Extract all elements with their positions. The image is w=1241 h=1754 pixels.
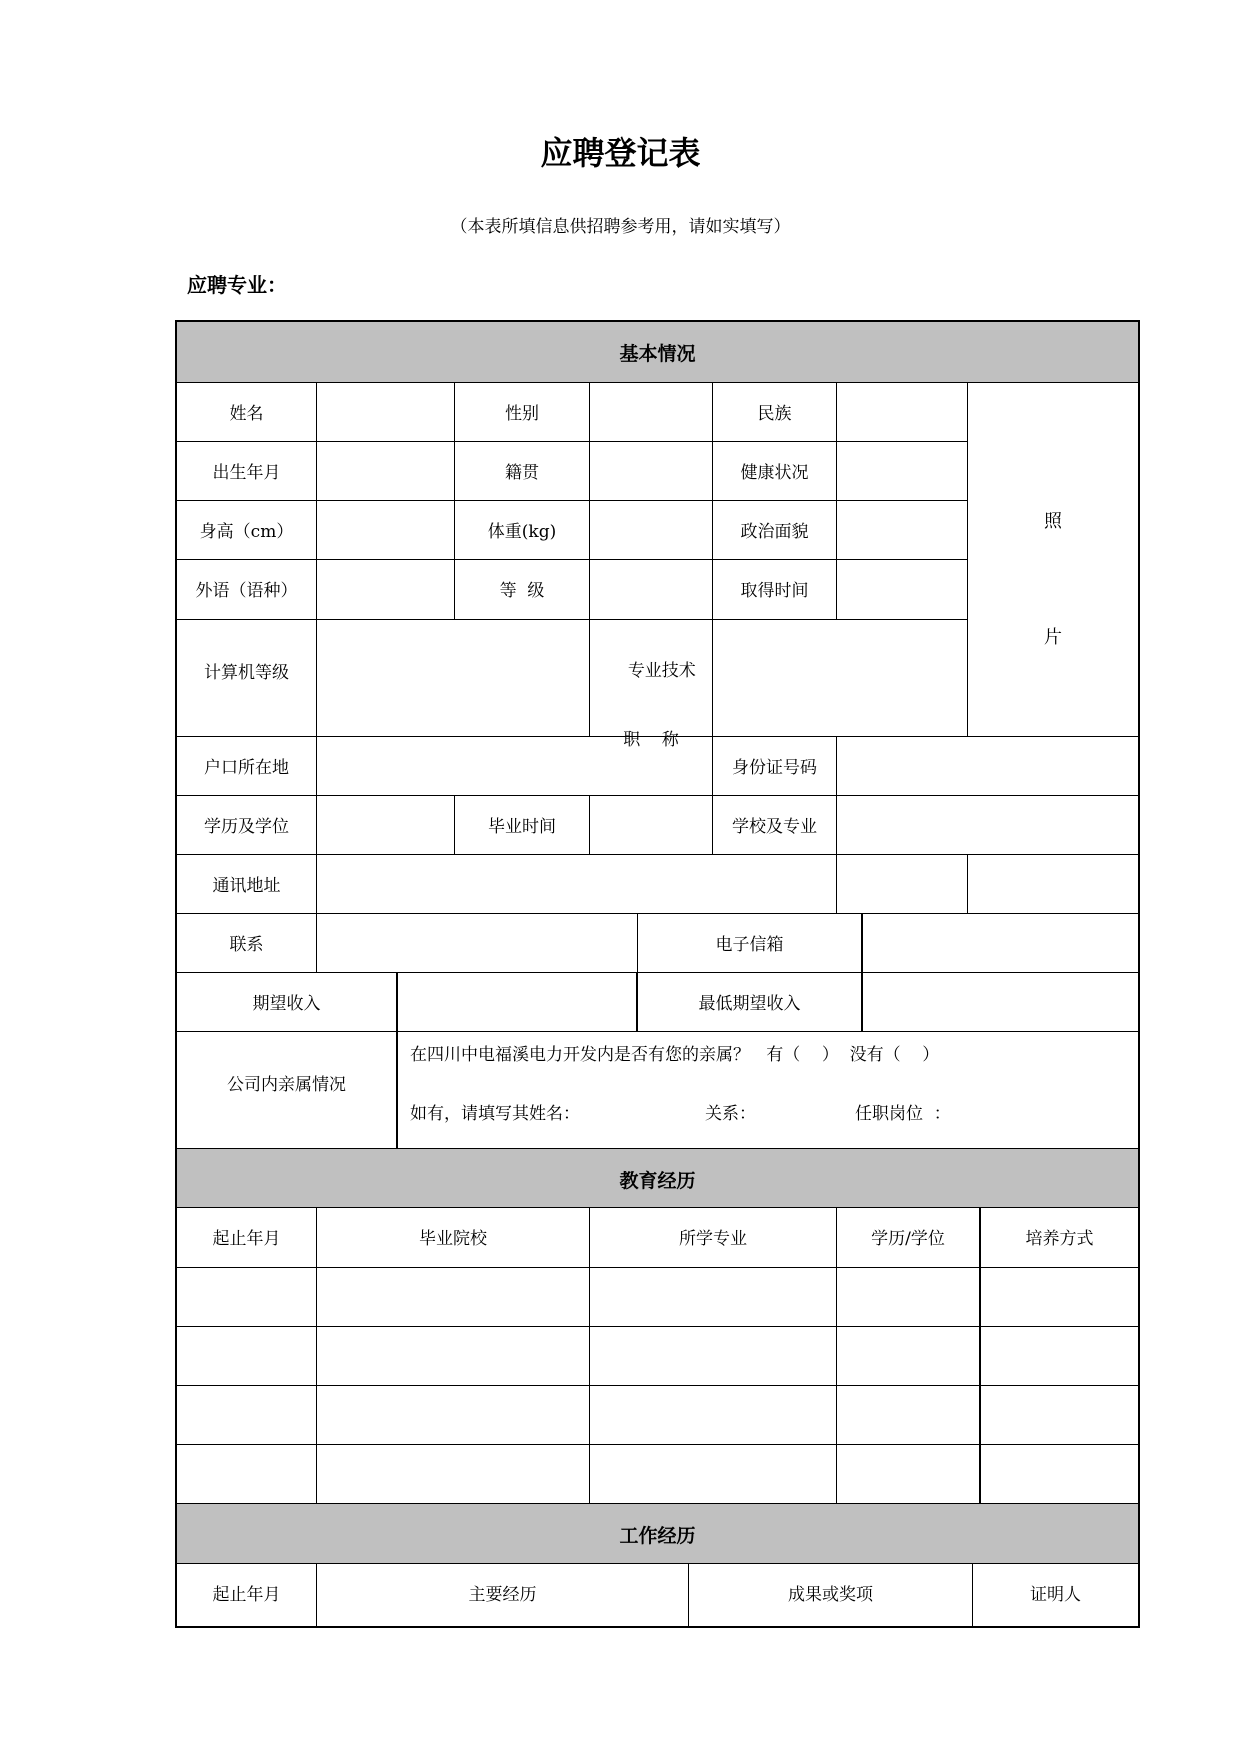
label-native-place: 籍贯 [455, 442, 590, 501]
photo-label-1: 照 [1044, 511, 1062, 532]
label-name: 姓名 [177, 383, 317, 442]
label-contact: 联系 [177, 914, 317, 973]
label-tech-title-line1: 专业技术 [627, 661, 696, 681]
label-weight: 体重(kg) [455, 501, 590, 560]
edu-row-4-school[interactable] [317, 1445, 590, 1504]
edu-row-3-period[interactable] [177, 1386, 317, 1445]
work-col-period: 起止年月 [177, 1564, 317, 1626]
label-ethnicity: 民族 [713, 383, 837, 442]
edu-col-mode: 培养方式 [981, 1208, 1138, 1268]
edu-row-4-mode[interactable] [981, 1445, 1138, 1504]
relatives-fill-name: 如有，请填写其姓名： [410, 1104, 580, 1124]
label-school-major: 学校及专业 [713, 796, 837, 855]
edu-row-2-period[interactable] [177, 1327, 317, 1386]
photo-box[interactable] [968, 383, 1138, 737]
edu-row-1-major[interactable] [590, 1268, 837, 1327]
relatives-question: 在四川中电福溪电力开发内是否有您的亲属？ 有（ ） 没有（ ） [410, 1045, 940, 1065]
field-email[interactable] [863, 914, 1138, 973]
relatives-relation: 关系： [705, 1104, 756, 1124]
field-obtained-time[interactable] [837, 560, 968, 620]
edu-col-period: 起止年月 [177, 1208, 317, 1268]
field-height[interactable] [317, 501, 455, 560]
label-language: 外语（语种） [177, 560, 317, 620]
field-level[interactable] [590, 560, 713, 620]
label-hukou: 户口所在地 [177, 737, 317, 796]
edu-col-school: 毕业院校 [317, 1208, 590, 1268]
field-native-place[interactable] [590, 442, 713, 501]
label-level: 等 级 [455, 560, 590, 620]
label-address: 通讯地址 [177, 855, 317, 914]
label-gender: 性别 [455, 383, 590, 442]
form-title: 应聘登记表 [540, 134, 701, 172]
label-computer-level: 计算机等级 [177, 620, 317, 737]
field-language[interactable] [317, 560, 455, 620]
edu-row-1-degree[interactable] [837, 1268, 981, 1327]
edu-row-2-degree[interactable] [837, 1327, 981, 1386]
edu-row-3-school[interactable] [317, 1386, 590, 1445]
edu-col-degree: 学历/学位 [837, 1208, 981, 1268]
field-name[interactable] [317, 383, 455, 442]
edu-row-4-degree[interactable] [837, 1445, 981, 1504]
field-birth[interactable] [317, 442, 455, 501]
edu-col-major: 所学专业 [590, 1208, 837, 1268]
label-political: 政治面貌 [713, 501, 837, 560]
section-basic-header: 基本情况 [177, 322, 1138, 383]
form-subtitle: （本表所填信息供招聘参考用，请如实填写） [450, 217, 791, 237]
field-computer-level[interactable] [317, 620, 590, 737]
field-address-extra-2[interactable] [968, 855, 1138, 914]
field-expected-income[interactable] [398, 973, 638, 1032]
edu-row-1-period[interactable] [177, 1268, 317, 1327]
work-col-experience: 主要经历 [317, 1564, 689, 1626]
edu-row-2-major[interactable] [590, 1327, 837, 1386]
work-col-referee: 证明人 [1030, 1585, 1081, 1605]
label-tech-title [590, 620, 713, 750]
field-address[interactable] [317, 855, 837, 914]
label-email: 电子信箱 [638, 914, 863, 973]
label-obtained-time: 取得时间 [713, 560, 837, 620]
field-gender[interactable] [590, 383, 713, 442]
field-id-number[interactable] [837, 737, 1138, 796]
field-tech-title[interactable] [713, 620, 968, 737]
field-contact[interactable] [317, 914, 638, 973]
field-relatives[interactable] [398, 1032, 1138, 1149]
label-grad-time: 毕业时间 [455, 796, 590, 855]
edu-row-4-major[interactable] [590, 1445, 837, 1504]
edu-row-3-degree[interactable] [837, 1386, 981, 1445]
field-health[interactable] [837, 442, 968, 501]
photo-label-2: 片 [1044, 627, 1062, 648]
section-work-header: 工作经历 [177, 1504, 1138, 1564]
relatives-post: 任职岗位 ： [855, 1104, 951, 1124]
label-id-number: 身份证号码 [713, 737, 837, 796]
field-degree[interactable] [317, 796, 455, 855]
applied-major-label: 应聘专业： [187, 273, 287, 297]
label-min-income: 最低期望收入 [638, 973, 863, 1032]
work-col-achievements: 成果或奖项 [689, 1564, 973, 1626]
edu-row-2-school[interactable] [317, 1327, 590, 1386]
label-degree: 学历及学位 [177, 796, 317, 855]
field-grad-time[interactable] [590, 796, 713, 855]
field-ethnicity[interactable] [837, 383, 968, 442]
label-expected-income: 期望收入 [177, 973, 398, 1032]
label-tech-title-line2: 职 称 [623, 730, 679, 750]
edu-row-2-mode[interactable] [981, 1327, 1138, 1386]
field-school-major[interactable] [837, 796, 1138, 855]
section-education-header: 教育经历 [177, 1149, 1138, 1208]
field-min-income[interactable] [863, 973, 1138, 1032]
label-health: 健康状况 [713, 442, 837, 501]
field-weight[interactable] [590, 501, 713, 560]
field-hukou[interactable] [317, 737, 713, 796]
label-height: 身高（cm） [177, 501, 317, 560]
edu-row-4-period[interactable] [177, 1445, 317, 1504]
field-address-extra-1[interactable] [837, 855, 968, 914]
edu-row-3-major[interactable] [590, 1386, 837, 1445]
edu-row-1-school[interactable] [317, 1268, 590, 1327]
label-relatives: 公司内亲属情况 [177, 1032, 398, 1149]
edu-row-1-mode[interactable] [981, 1268, 1138, 1327]
field-political[interactable] [837, 501, 968, 560]
registration-table [175, 320, 1140, 1628]
edu-row-3-mode[interactable] [981, 1386, 1138, 1445]
label-birth: 出生年月 [177, 442, 317, 501]
